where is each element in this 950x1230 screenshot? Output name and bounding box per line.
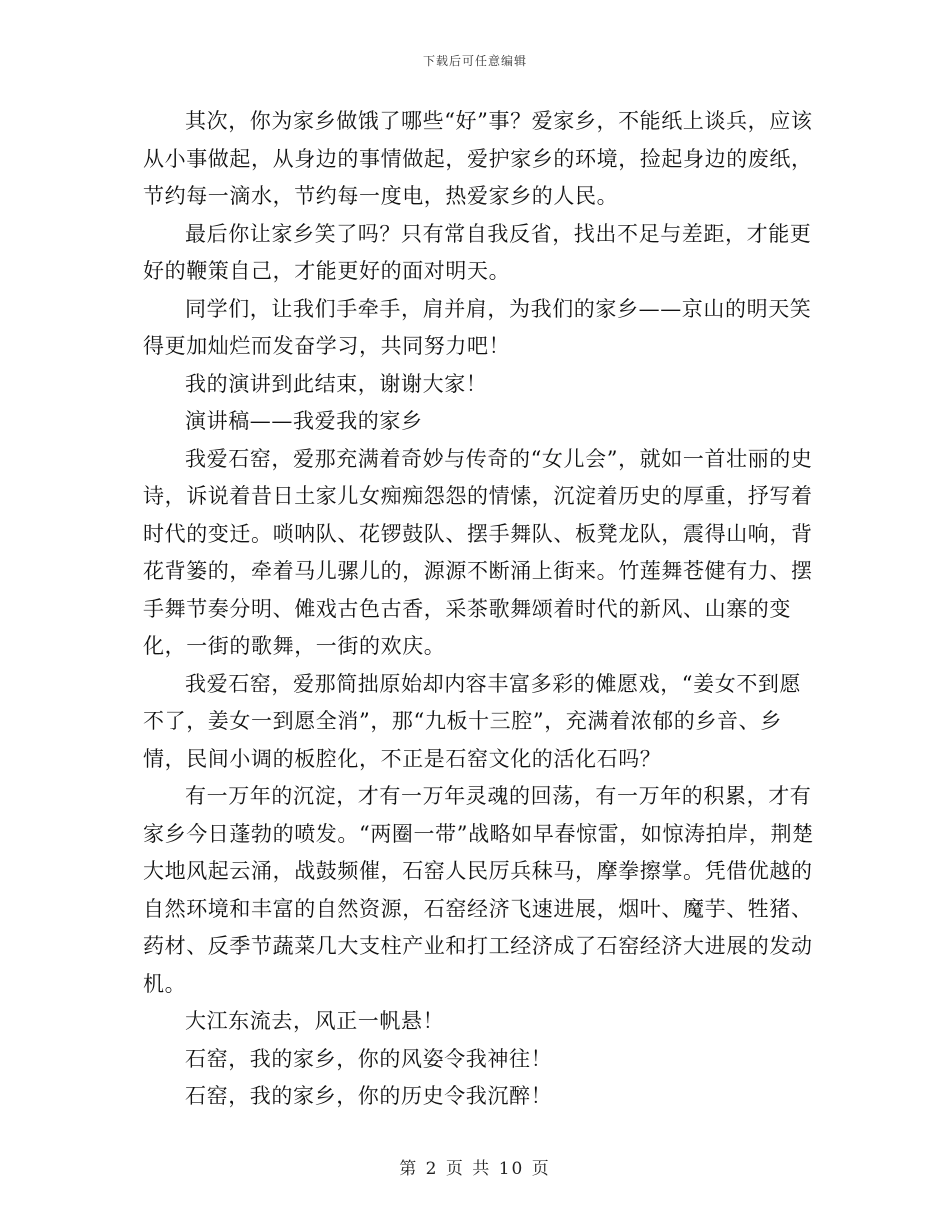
document-body [143,103,815,1116]
paragraph-9: 大江东流去，风正一帆悬！ [185,1009,445,1033]
page-header: 下载后可任意编辑 [422,54,527,68]
page-number: 第 2 页 共 10 页 [399,1159,551,1179]
paragraph-11: 石窑，我的家乡，你的历史令我沉醉！ [185,1084,553,1108]
paragraph-8: 有一万年的沉淀，才有一万年灵魂的回荡，有一万年的积累，才有家乡今日蓬勃的喷发。“两圈一带”战略如早春惊雷，如惊涛拍岸，荆楚大地风起云涌，战鼓频催，石窑人民厉兵秣马，摩拳擦掌。凭借优越的自然环境和丰富的自然资源，石窑经济飞速进展，烟叶、魔芋、牲猪、药材、反季节蔬菜几大支柱产业和打工经济成了石窑经济大进展的发动机。 [143,784,814,996]
section-title: 演讲稿——我爱我的家乡 [185,409,423,433]
paragraph-4: 我的演讲到此结束，谢谢大家！ [185,371,488,396]
paragraph-6: 我爱石窑，爱那充满着奇妙与传奇的“女儿会”，就如一首壮丽的史诗，诉说着昔日土家儿女痴痴怨怨的情愫，沉淀着历史的厚重，抒写着时代的变迁。唢呐队、花锣鼓队、摆手舞队、板凳龙队，震得山响，背花背篓的，牵着马儿骡儿的，源源不断涌上街来。竹莲舞苍健有力、摆手舞节奏分明、傩戏古色古香，采茶歌舞颂着时代的新风、山寨的变化，一街的歌舞，一街的欢庆。 [143,446,813,658]
paragraph-10: 石窑，我的家乡，你的风姿令我神往！ [185,1046,553,1071]
paragraph-7: 我爱石窑，爱那简拙原始却内容丰富多彩的傩愿戏，“姜女不到愿不了，姜女一到愿全消”，那“九板十三腔”，充满着浓郁的乡音、乡情，民间小调的板腔化，不正是石窑文化的活化石吗？ [143,671,802,771]
paragraph-2: 最后你让家乡笑了吗？只有常自我反省，找出不足与差距，才能更好的鞭策自己，才能更好的面对明天。 [143,221,812,283]
paragraph-1: 其次，你为家乡做饿了哪些“好”事？爱家乡，不能纸上谈兵，应该从小事做起，从身边的事情做起，爱护家乡的环境，捡起身边的废纸，节约每一滴水，节约每一度电，热爱家乡的人民。 [143,109,813,208]
paragraph-3: 同学们，让我们手牵手，肩并肩，为我们的家乡——京山的明天笑得更加灿烂而发奋学习，共同努力吧！ [143,296,812,358]
